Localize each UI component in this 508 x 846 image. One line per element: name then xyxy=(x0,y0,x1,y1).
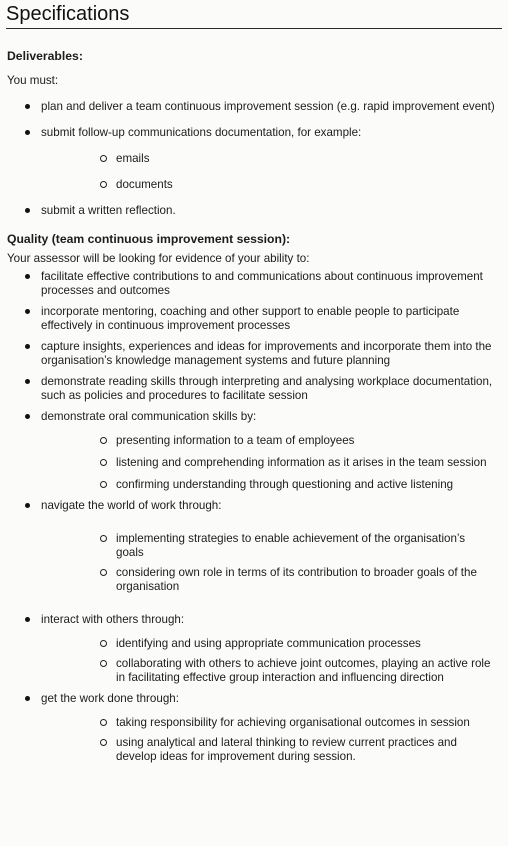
bullet-icon xyxy=(25,379,30,384)
deliverables-heading: Deliverables: xyxy=(7,49,83,63)
list-item xyxy=(0,126,508,192)
sub-list-item-text: documents xyxy=(116,178,173,191)
circle-bullet-icon xyxy=(100,481,107,488)
list-item-text: navigate the world of work through: xyxy=(41,499,222,512)
sub-list-item xyxy=(41,637,502,651)
sub-list-item-text: using analytical and lateral thinking to review current practices and develop ideas for improvement during session. xyxy=(116,736,457,763)
circle-bullet-icon xyxy=(100,437,107,444)
page-title: Specifications xyxy=(6,3,130,25)
circle-bullet-icon xyxy=(100,181,107,188)
list-item-text: submit a written reflection. xyxy=(41,204,176,217)
list-item xyxy=(0,375,508,403)
bullet-icon xyxy=(25,696,30,701)
bullet-icon xyxy=(25,104,30,109)
circle-bullet-icon xyxy=(100,640,107,647)
list-item xyxy=(0,499,508,594)
list-item-text: incorporate mentoring, coaching and other support to enable people to participate effectively in continuous improvement processes xyxy=(41,305,460,332)
list-item xyxy=(0,305,508,333)
list-item xyxy=(0,100,508,114)
list-item-text: plan and deliver a team continuous improvement session (e.g. rapid improvement event) xyxy=(41,100,495,113)
sub-list-item-text: presenting information to a team of employees xyxy=(116,434,355,447)
sub-list xyxy=(41,716,502,764)
sub-list-item xyxy=(41,532,502,560)
bullet-icon xyxy=(25,309,30,314)
sub-list-item xyxy=(41,478,502,492)
bullet-icon xyxy=(25,617,30,622)
sub-list-item xyxy=(41,434,502,448)
list-item-text: get the work done through: xyxy=(41,692,179,705)
sub-list-item xyxy=(41,657,502,685)
list-item-text: submit follow-up communications documentation, for example: xyxy=(41,126,362,139)
list-item xyxy=(0,340,508,368)
circle-bullet-icon xyxy=(100,739,107,746)
sub-list-item-text: confirming understanding through questioning and active listening xyxy=(116,478,454,491)
list-item xyxy=(0,270,508,298)
list-item xyxy=(0,692,508,764)
circle-bullet-icon xyxy=(100,660,107,667)
sub-list-item-text: considering own role in terms of its contribution to broader goals of the organisation xyxy=(116,566,477,593)
list-item xyxy=(0,410,508,492)
quality-heading: Quality (team continuous improvement session): xyxy=(7,232,291,246)
sub-list-item-text: emails xyxy=(116,152,150,165)
sub-list-item xyxy=(41,716,502,730)
sub-list xyxy=(41,637,502,685)
bullet-icon xyxy=(25,274,30,279)
sub-list-item xyxy=(41,736,502,764)
bullet-icon xyxy=(25,130,30,135)
list-item-text: demonstrate reading skills through interpreting and analysing workplace documentation, such as policies and procedures to facilitate session xyxy=(41,375,493,402)
bullet-icon xyxy=(25,503,30,508)
sub-list xyxy=(41,532,502,594)
sub-list-item-text: implementing strategies to enable achievement of the organisation’s goals xyxy=(116,532,466,559)
sub-list-item-text: collaborating with others to achieve joint outcomes, playing an active role in facilitating effective group interaction and influencing direction xyxy=(116,657,491,684)
sub-list-item xyxy=(41,178,502,192)
bullet-icon xyxy=(25,344,30,349)
list-item-text: interact with others through: xyxy=(41,613,185,626)
list-item xyxy=(0,204,508,218)
list-item xyxy=(0,613,508,685)
sub-list-item xyxy=(41,152,502,166)
deliverables-list xyxy=(0,100,508,218)
list-item-text: capture insights, experiences and ideas for improvements and incorporate them into the organisation’s knowledge management systems and future planning xyxy=(41,340,492,367)
sub-list xyxy=(41,152,502,192)
sub-list-item-text: listening and comprehending information as it arises in the team session xyxy=(116,456,487,469)
sub-list-item-text: taking responsibility for achieving organisational outcomes in session xyxy=(116,716,470,729)
circle-bullet-icon xyxy=(100,535,107,542)
circle-bullet-icon xyxy=(100,459,107,466)
sub-list-item-text: identifying and using appropriate communication processes xyxy=(116,637,421,650)
quality-list xyxy=(0,270,508,764)
circle-bullet-icon xyxy=(100,719,107,726)
quality-intro: Your assessor will be looking for evidence of your ability to: xyxy=(7,252,310,265)
list-item-text: demonstrate oral communication skills by: xyxy=(41,410,257,423)
sub-list xyxy=(41,434,502,492)
list-item-text: facilitate effective contributions to and communications about continuous improvement processes and outcomes xyxy=(41,270,483,297)
circle-bullet-icon xyxy=(100,155,107,162)
bullet-icon xyxy=(25,414,30,419)
deliverables-intro: You must: xyxy=(7,74,59,87)
circle-bullet-icon xyxy=(100,569,107,576)
title-divider xyxy=(6,28,502,29)
sub-list-item xyxy=(41,566,502,594)
bullet-icon xyxy=(25,208,30,213)
sub-list-item xyxy=(41,456,502,470)
